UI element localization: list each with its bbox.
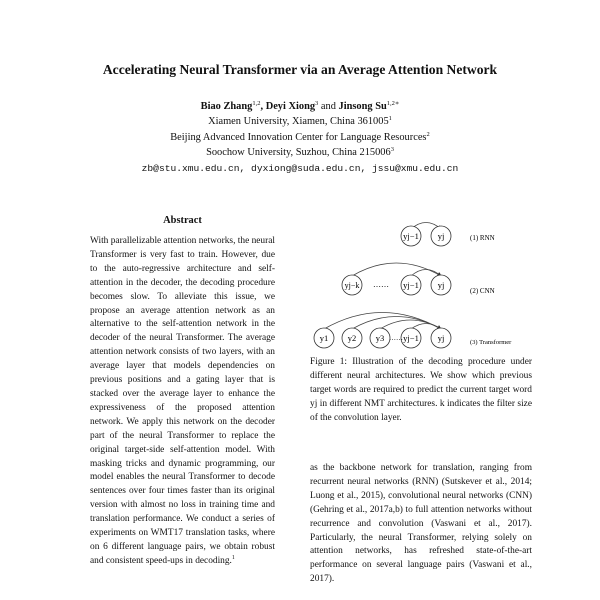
node-label: yj−k: [344, 281, 360, 290]
node-label: y1: [319, 333, 329, 343]
author-name: Jinsong Su: [338, 101, 387, 112]
author-line: Biao Zhang$^{1,2}$, Deyi Xiong$^3$ and Jinsong $Su^{1,2∗}$: [200, 100, 400, 112]
node-label: yj: [437, 231, 445, 241]
figure-row-label: (3) Transformer: [470, 339, 512, 346]
node-label: yj: [437, 280, 445, 290]
author-affil-mark: 3: [315, 100, 319, 107]
author-affil-mark: 1,2∗: [386, 100, 400, 107]
figure-row-label: (2) CNN: [470, 287, 495, 295]
node-label: yj: [437, 333, 445, 343]
body-paragraph: as the backbone network for translation, ranging from recurrent neural networks (RNN) (Sutskever et al., 2014; Luong et al., 2015), convolutional neural networks (CNN) (Gehring et al., 2017a,b) to full attention networks without recurrence and convolution (Vaswani et al., 2017). Particularly, the neural Transformer, relying solely on attention networks, has refreshed state-of-the-art performance on several language pairs (Vaswani et al., 2017).: [310, 463, 532, 585]
figure-caption: Figure 1: Illustration of the decoding procedure under different neural architectures. We show which previous target words are required to predict the current target word yj in different NMT architectures. k indicates the filter size of the convolution layer.: [310, 357, 532, 423]
footnote-mark: 1: [231, 554, 235, 561]
paper-title: Accelerating Neural Transformer via an Average Attention Network: [102, 62, 498, 77]
ellipsis: ……: [389, 334, 403, 342]
author-name: Biao Zhang: [200, 101, 253, 112]
abstract-heading: Abstract: [163, 215, 202, 226]
affiliation-line: Soochow University, Suzhou, China 215006$^3$: [206, 146, 394, 159]
cnn-edge: [411, 270, 441, 277]
affiliation-line: Beijing Advanced Innovation Center for Language Resources$^2$: [170, 130, 430, 143]
author-emails: zb@stu.xmu.edu.cn, dyxiong@suda.edu.cn, jssu@xmu.edu.cn: [141, 162, 459, 174]
abstract-body: [90, 235, 275, 569]
author-affil-mark: 1,2: [252, 100, 261, 107]
abstract-text: With parallelizable attention networks, the neural Transformer is very fast to train. However, due to the auto-regressive architecture and self-attention in the decoder, the decoding procedure becomes slow. To alleviate this issue, we propose an average attention network as an alternative to the self-attention network in the decoder of the neural Transformer. The average attention network consists of two layers, with an average layer that models dependencies on previous positions and a gating layer that is stacked over the average layer to enhance the expressiveness of the proposed attention network. We apply this network on the decoder part of the neural Transformer to replace the original target-side self-attention model. With masking tricks and dynamic programming, our model enables the neural Transformer to decode sentences over four times faster than its original version with almost no loss in training time and translation performance. We conduct a series of experiments on WMT17 translation tasks, where on 6 different language pairs, we obtain robust and consistent speed-ups in decoding.: [90, 236, 275, 566]
author-conjunction: and: [320, 101, 336, 112]
author-name: Deyi Xiong: [265, 101, 316, 112]
node-label: yj−1: [403, 231, 419, 241]
author-block: [0, 99, 600, 176]
node-label: y3: [375, 333, 385, 343]
node-label: yj−1: [403, 333, 419, 343]
node-label: yj−1: [403, 280, 419, 290]
figure-row-label: (1) RNN: [470, 234, 495, 242]
node-label: y2: [347, 333, 357, 343]
figure-1-diagram: [308, 212, 534, 352]
transformer-edge: [411, 324, 441, 330]
affiliation-line: Xiamen University, Xiamen, China 361005$^1$: [208, 115, 392, 128]
ellipsis: ……: [373, 280, 389, 289]
